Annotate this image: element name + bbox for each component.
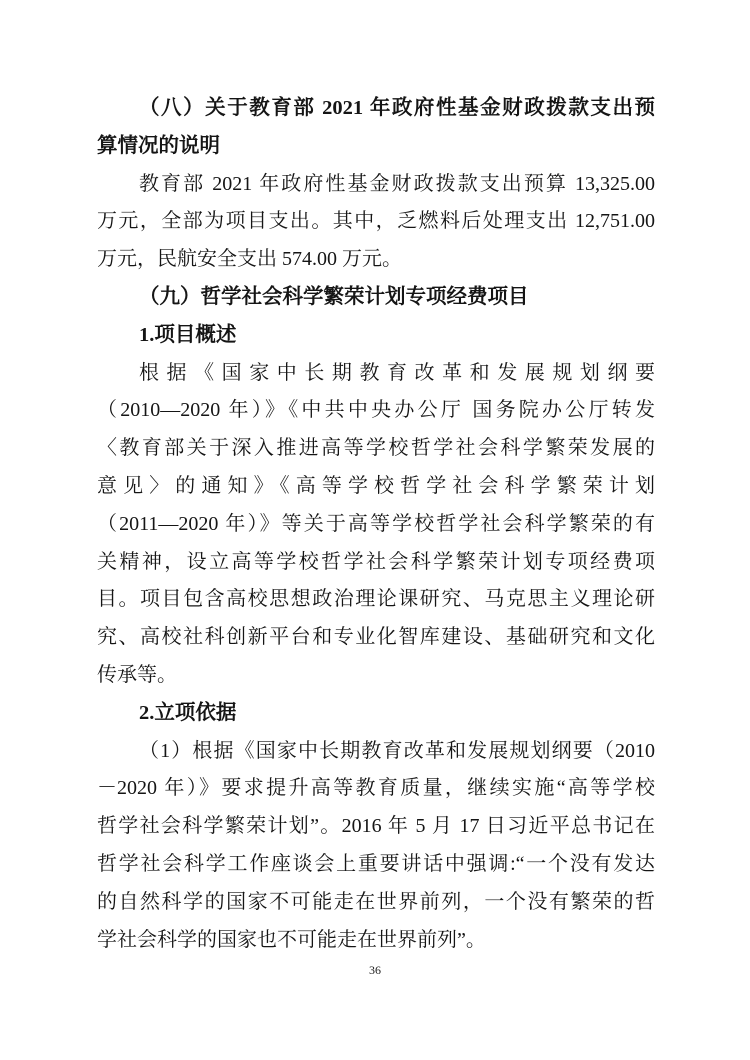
subheading-line: 2.立项依据 — [139, 701, 237, 724]
body-line: 万元，全部为项目支出。其中，乏燃料后处理支出 12,751.00 — [97, 210, 655, 233]
subheading-block — [97, 317, 655, 355]
body-line: 根据《国家中长期教育改革和发展规划纲要 — [139, 361, 655, 384]
body-line: （2010—2020 年）》《中共中央办公厅 国务院办公厅转发 — [97, 399, 655, 422]
body-line: 哲学社会科学繁荣计划”。2016 年 5 月 17 日习近平总书记在 — [97, 815, 655, 838]
subheading-block — [97, 695, 655, 733]
body-line: 意见〉的通知》《高等学校哲学社会科学繁荣计划 — [97, 474, 655, 497]
body-line: （2011—2020 年）》等关于高等学校哲学社会科学繁荣的有 — [97, 512, 655, 535]
body-line: （1）根据《国家中长期教育改革和发展规划纲要（2010 — [139, 739, 655, 762]
body-line: 目。项目包含高校思想政治理论课研究、马克思主义理论研 — [97, 588, 655, 611]
body-line: 哲学社会科学工作座谈会上重要讲话中强调:“一个没有发达 — [97, 852, 655, 875]
body-line: 〈教育部关于深入推进高等学校哲学社会科学繁荣发展的 — [97, 437, 655, 460]
body-block — [97, 733, 655, 960]
body-block — [97, 355, 655, 695]
heading-line: （八）关于教育部 2021 年政府性基金财政拨款支出预 — [139, 97, 655, 119]
heading-line: 算情况的说明 — [97, 134, 220, 157]
heading-block — [97, 279, 655, 317]
document-content — [97, 90, 655, 959]
body-line: 究、高校社科创新平台和专业化智库建设、基础研究和文化 — [97, 626, 655, 649]
heading-line: （九）哲学社会科学繁荣计划专项经费项目 — [139, 285, 529, 308]
heading-block — [97, 90, 655, 166]
body-line: －2020 年）》要求提升高等教育质量，继续实施“高等学校 — [97, 777, 655, 800]
body-line: 教育部 2021 年政府性基金财政拨款支出预算 13,325.00 — [139, 172, 655, 195]
body-line: 传承等。 — [97, 663, 177, 686]
body-line: 的自然科学的国家不可能走在世界前列，一个没有繁荣的哲 — [97, 890, 655, 913]
body-block — [97, 166, 655, 279]
body-line: 万元，民航安全支出 574.00 万元。 — [97, 248, 402, 271]
page-number: 36 — [369, 963, 381, 977]
body-line: 学社会科学的国家也不可能走在世界前列”。 — [97, 928, 486, 951]
subheading-line: 1.项目概述 — [139, 323, 237, 346]
body-line: 关精神，设立高等学校哲学社会科学繁荣计划专项经费项 — [97, 550, 655, 573]
